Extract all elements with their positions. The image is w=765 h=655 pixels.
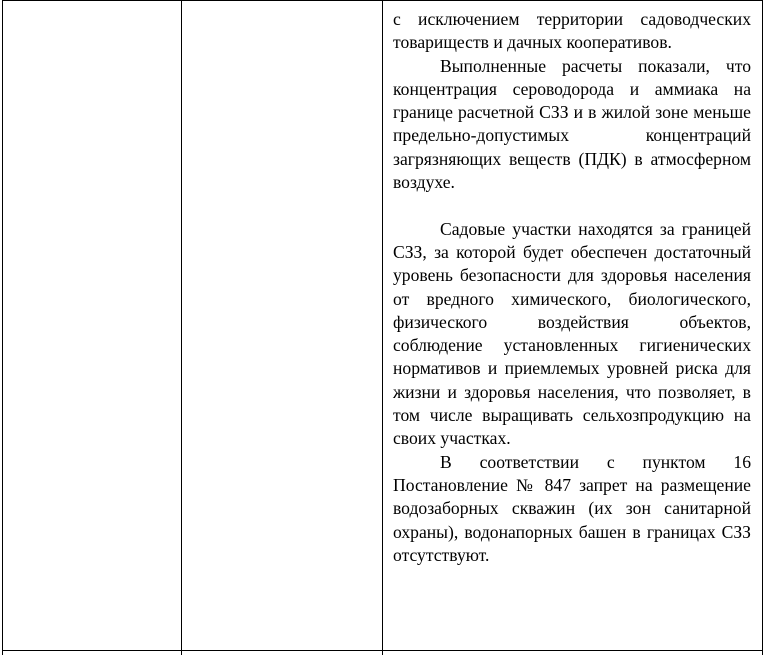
table-column-border-right [762, 0, 763, 655]
paragraph-garden-plots: Садовые участки находятся за границей СЗЗ, за которой будет обеспечен достаточный уровень безопасности для здоровья населения от вредного химического, биологического, физического воздействия объектов, соблюдение установленных гигиенических нормативов и приемлемых уровней риска для жизни и здоровья населения, что позволяет, в том числе выращивать сельхозпродукцию на своих участках. [393, 218, 751, 449]
table-column-border-left [2, 0, 3, 655]
paragraph-calculations: Выполненные расчеты показали, что концентрация сероводорода и аммиака на границе расчетной СЗЗ и в жилой зоне меньше предельно-допустимых концентраций загрязняющих веществ (ПДК) в атмосферном воздухе. [393, 55, 751, 193]
paragraph-spacer [393, 194, 751, 217]
paragraph-regulation: В соответствии с пунктом 16 Постановление № 847 запрет на размещение водозаборных скважин (их зон санитарной охраны), водонапорных башен в границах СЗЗ отсутствуют. [393, 451, 751, 565]
table-column-border-2 [382, 0, 383, 655]
table-cell-text [393, 8, 751, 567]
paragraph-continuation: с исключением территории садоводческих товариществ и дачных кооперативов. [393, 9, 751, 53]
table-row-border-bottom [2, 650, 763, 651]
table-column-border-1 [181, 0, 182, 655]
